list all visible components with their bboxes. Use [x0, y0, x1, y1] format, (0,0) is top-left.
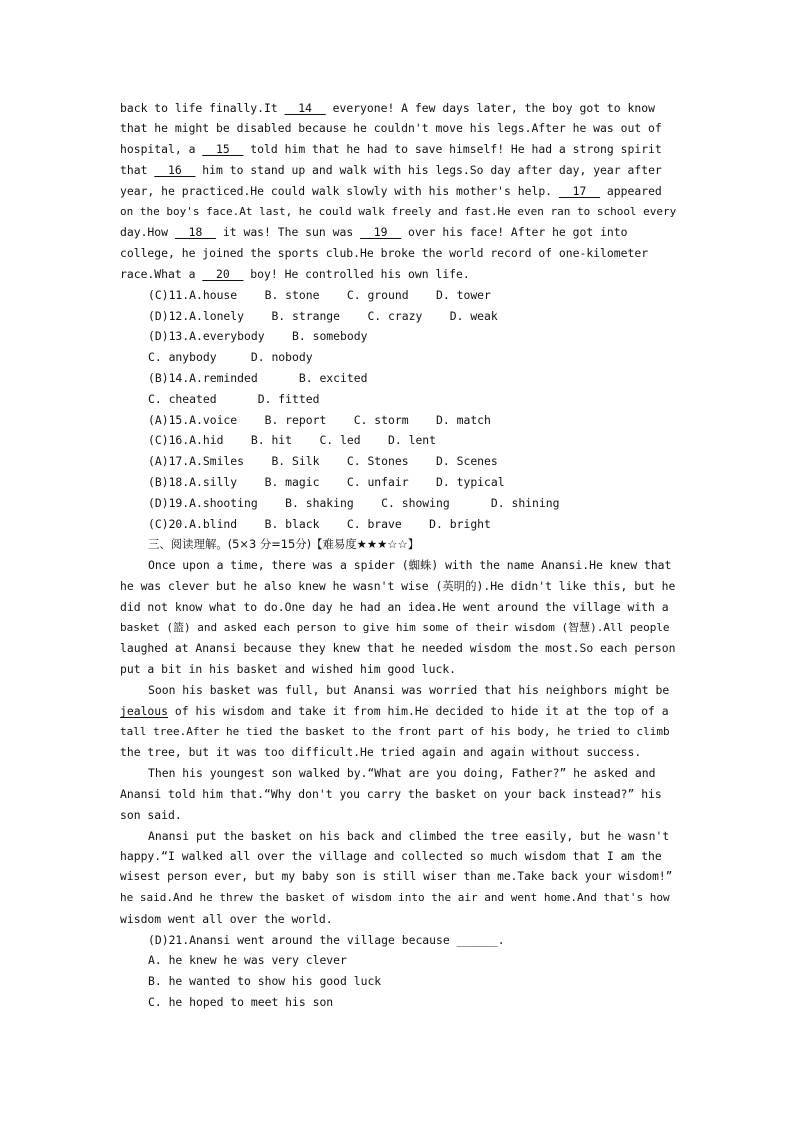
blank-20: 20 — [202, 267, 244, 281]
passage-line: happy.“I walked all over the village and collected so much wisdom that I am the — [120, 849, 662, 863]
passage-line: that 16 him to stand up and walk with his legs.So day after day, year after — [120, 163, 662, 177]
passage-line: day.How 18 it was! The sun was 19 over his face! After he got into — [120, 225, 628, 239]
passage-line: the tree, but it was too difficult.He tried again and again without success. — [120, 745, 642, 759]
passage-line: basket (篮) and asked each person to give him some of their wisdom (智慧).All people — [120, 621, 670, 634]
passage-line: wisdom went all over the world. — [120, 912, 333, 926]
answer-line: (C)20.A.blind B. black C. brave D. bright — [148, 517, 491, 531]
underlined-word: jealous — [120, 704, 169, 718]
question-option: C. he hoped to meet his son — [148, 995, 334, 1009]
blank-15: 15 — [202, 142, 244, 156]
section-heading: 三、阅读理解。(5×3 分=15分)【难易度★★★☆☆】 — [148, 537, 420, 551]
blank-19: 19 — [360, 225, 402, 239]
passage-line: he said.And he threw the basket of wisdom into the air and went home.And that's how — [120, 891, 670, 904]
passage-line: hospital, a 15 told him that he had to save himself! He had a strong spirit — [120, 142, 662, 156]
passage-line: jealous of his wisdom and take it from him.He decided to hide it at the top of a — [120, 704, 669, 718]
blank-17: 17 — [558, 184, 601, 198]
answer-line: (B)18.A.silly B. magic C. unfair D. typical — [148, 475, 505, 489]
passage-line: son said. — [120, 808, 182, 822]
answer-line: (C)16.A.hid B. hit C. led D. lent — [148, 433, 437, 447]
passage-line: that he might be disabled because he couldn't move his legs.After he was out of — [120, 121, 662, 135]
passage-line: Once upon a time, there was a spider (蜘蛛) with the name Anansi.He knew that — [148, 558, 672, 572]
question-option: B. he wanted to show his good luck — [148, 974, 382, 988]
answer-line: (A)17.A.Smiles B. Silk C. Stones D. Scenes — [148, 454, 498, 468]
passage-line: year, he practiced.He could walk slowly with his mother's help. 17 appeared — [120, 184, 662, 198]
answer-line: (C)11.A.house B. stone C. ground D. tower — [148, 288, 491, 302]
answer-line: (D)19.A.shooting B. shaking C. showing D. shining — [148, 496, 560, 510]
answer-line: (B)14.A.reminded B. excited — [148, 371, 368, 385]
answer-line: (A)15.A.voice B. report C. storm D. match — [148, 413, 491, 427]
passage-line: Soon his basket was full, but Anansi was worried that his neighbors might be — [148, 683, 670, 697]
answer-line: (D)12.A.lonely B. strange C. crazy D. weak — [148, 309, 498, 323]
question-stem: (D)21.Anansi went around the village because ______. — [148, 933, 505, 947]
blank-14: 14 — [284, 101, 326, 115]
answer-line: C. anybody D. nobody — [148, 350, 313, 364]
passage-line: Anansi put the basket on his back and climbed the tree easily, but he wasn't — [148, 829, 670, 843]
passage-line: laughed at Anansi because they knew that he needed wisdom the most.So each person — [120, 641, 676, 655]
passage-line: did not know what to do.One day he had an idea.He went around the village with a — [120, 600, 669, 614]
passage-line: race.What a 20 boy! He controlled his own life. — [120, 267, 470, 281]
passage-line: back to life finally.It 14 everyone! A few days later, the boy got to know — [120, 101, 655, 115]
question-option: A. he knew he was very clever — [148, 953, 347, 967]
passage-line: Then his youngest son walked by.“What are you doing, Father?” he asked and — [148, 766, 656, 780]
passage-line: he was clever but he also knew he wasn't wise (英明的).He didn't like this, but he — [120, 579, 676, 593]
answer-line: (D)13.A.everybody B. somebody — [148, 329, 368, 343]
blank-16: 16 — [154, 163, 196, 177]
passage-line: tall tree.After he tied the basket to the front part of his body, he tried to climb — [120, 725, 670, 738]
answer-line: C. cheated D. fitted — [148, 392, 320, 406]
passage-line: college, he joined the sports club.He broke the world record of one-kilometer — [120, 246, 649, 260]
passage-line: Anansi told him that.“Why don't you carry the basket on your back instead?” his — [120, 787, 662, 801]
passage-line: wisest person ever, but my baby son is still wiser than me.Take back your wisdom!” — [120, 870, 673, 883]
blank-18: 18 — [174, 225, 217, 239]
passage-line: on the boy's face.At last, he could walk freely and fast.He even ran to school every — [120, 205, 677, 218]
passage-line: put a bit in his basket and wished him good luck. — [120, 662, 457, 676]
